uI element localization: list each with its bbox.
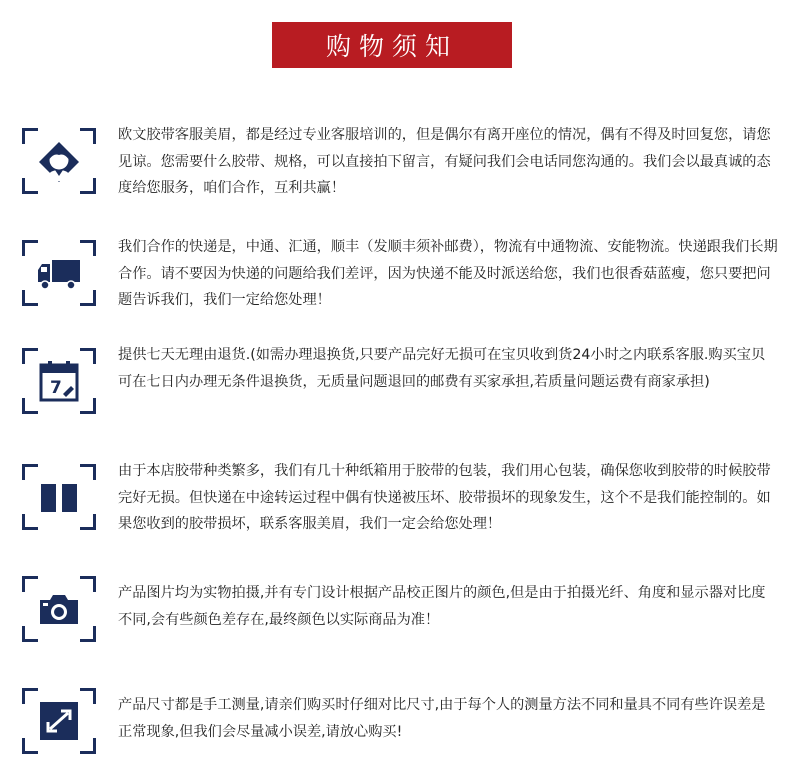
icon-frame [22,464,96,530]
package-box-icon [37,476,81,518]
icon-frame [22,128,96,194]
notice-customer-service [22,122,782,202]
notice-text: 产品图片均为实物拍摄,并有专门设计根据产品校正图片的颜色,但是由于拍摄光纤、角度和显示器对比度不同,会有些颜色差存在,最终颜色以实际商品为准！ [118,585,766,628]
icon-frame [22,688,96,754]
customer-service-icon [37,140,81,182]
calendar-7-days-icon [37,360,81,402]
notice-photos [22,570,782,650]
notice-text: 我们合作的快递是，中通、汇通，顺丰（发顺丰须补邮费），物流有中通物流、安能物流。快递跟我们长期合作。请不要因为快递的问题给我们差评，因为快递不能及时派送给您，我们也很香菇蓝瘦，您只要把问题告诉我们，我们一定给您处理！ [118,239,778,308]
page-title-banner [272,22,512,68]
page-title: 购物须知 [325,32,458,61]
notice-packaging [22,458,782,538]
calendar-number: 7 [50,378,62,398]
notice-sizes [22,682,782,762]
notice-returns [22,342,782,422]
resize-arrows-icon [37,700,81,742]
notice-text: 欧文胶带客服美眉，都是经过专业客服培训的，但是偶尔有离开座位的情况，偶有不得及时回复您，请您见谅。您需要什么胶带、规格，可以直接拍下留言，有疑问我们会电话同您沟通的。我们会以最真诚的态度给您服务，咱们合作，互利共赢！ [118,127,771,196]
camera-icon [37,588,81,630]
notice-text: 提供七天无理由退货.(如需办理退换货,只要产品完好无损可在宝贝收到货24小时之内联系客服.购买宝贝可在七日内办理无条件退换货，无质量问题退回的邮费有买家承担,若质量问题运费有商家承担) [118,347,766,390]
notice-text: 产品尺寸都是手工测量,请亲们购买时仔细对比尺寸,由于每个人的测量方法不同和量具不同有些许误差是正常现象,但我们会尽量减小误差,请放心购买! [118,697,766,740]
icon-frame [22,576,96,642]
notice-delivery [22,234,782,314]
icon-frame [22,240,96,306]
notice-text: 由于本店胶带种类繁多，我们有几十种纸箱用于胶带的包装，我们用心包装，确保您收到胶带的时候胶带完好无损。但快递在中途转运过程中偶有快递被压坏、胶带损坏的现象发生，这个不是我们能控制的。如果您收到的胶带损坏，联系客服美眉，我们一定会给您处理！ [118,463,771,532]
delivery-truck-icon [37,252,81,294]
icon-frame [22,348,96,414]
